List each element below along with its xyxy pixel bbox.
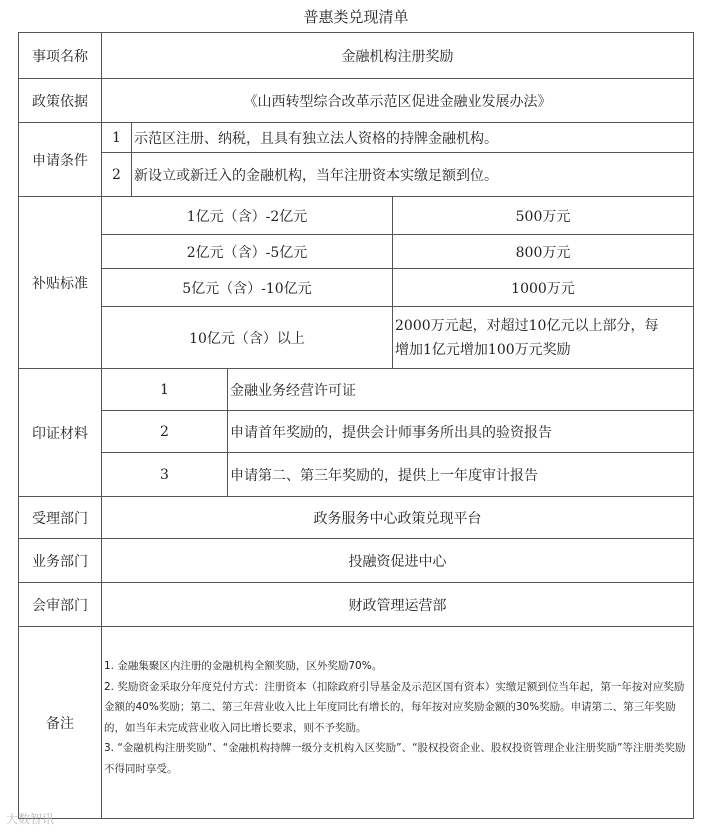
condition-num: 2 xyxy=(112,166,121,183)
material-num: 3 xyxy=(160,466,169,483)
subsidy-range: 5亿元（含）-10亿元 xyxy=(182,280,312,297)
page-title: 普惠类兑现清单 xyxy=(303,8,409,26)
subsidy-amount-line: 增加1亿元增加100万元奖励 xyxy=(395,341,571,358)
item-name-value: 金融机构注册奖励 xyxy=(341,48,454,65)
conditions-label: 申请条件 xyxy=(32,152,88,169)
subsidy-amount xyxy=(393,307,693,368)
note-line: 1. 金融集聚区内注册的金融机构全额奖励，区外奖励70%。 xyxy=(104,660,383,672)
note-line: 2. 奖励资金采取分年度兑付方式：注册资本（扣除政府引导基金及示范区国有资本）实缴足额到位当年起，第一年按对应奖励金额的40%奖励；第二、第三年营业收入比上年度同比有增长的，每年按对应奖励金额的30%奖励。申请第二、第三年奖励的，如当年未完成营业收入同比增长要求，则不予奖励。 xyxy=(104,680,685,734)
item-name-label: 事项名称 xyxy=(32,48,88,65)
materials-label: 印证材料 xyxy=(32,425,88,442)
condition-text: 示范区注册、纳税，且具有独立法人资格的持牌金融机构。 xyxy=(134,130,498,147)
note-line: 3. “金融机构注册奖励”、“金融机构持牌一级分支机构入区奖励”、“股权投资企业、股权投资管理企业注册奖励”等注册类奖励不得同时享受。 xyxy=(104,742,686,775)
subsidy-range: 2亿元（含）-5亿元 xyxy=(186,244,308,261)
review-dept-value: 财政管理运营部 xyxy=(348,597,447,614)
subsidy-label: 补贴标准 xyxy=(32,275,88,292)
subsidy-amount-line: 2000万元起，对超过10亿元以上部分，每 xyxy=(395,317,659,334)
material-text: 申请第二、第三年奖励的，提供上一年度审计报告 xyxy=(230,467,538,484)
material-text: 金融业务经营许可证 xyxy=(230,382,356,399)
condition-num: 1 xyxy=(112,129,121,146)
subsidy-amount: 800万元 xyxy=(515,244,571,261)
accept-dept-value: 政务服务中心政策兑现平台 xyxy=(313,510,482,527)
review-dept-label: 会审部门 xyxy=(32,597,88,614)
accept-dept-label: 受理部门 xyxy=(32,510,88,527)
subsidy-amount: 1000万元 xyxy=(511,280,575,297)
notes-text xyxy=(104,656,689,780)
material-num: 1 xyxy=(160,381,169,398)
business-dept-label: 业务部门 xyxy=(32,553,88,570)
subsidy-amount: 500万元 xyxy=(515,208,571,225)
policy-value: 《山西转型综合改革示范区促进金融业发展办法》 xyxy=(243,93,552,110)
condition-text: 新设立或新迁入的金融机构，当年注册资本实缴足额到位。 xyxy=(134,167,498,184)
material-num: 2 xyxy=(160,423,169,440)
policy-label: 政策依据 xyxy=(32,93,88,110)
material-text: 申请首年奖励的，提供会计师事务所出具的验资报告 xyxy=(230,424,552,441)
notes-label: 备注 xyxy=(46,715,74,732)
subsidy-range: 1亿元（含）-2亿元 xyxy=(186,208,308,225)
subsidy-range: 10亿元（含）以上 xyxy=(189,330,305,347)
business-dept-value: 投融资促进中心 xyxy=(348,553,447,570)
watermark: 大数智讯 xyxy=(6,812,55,826)
